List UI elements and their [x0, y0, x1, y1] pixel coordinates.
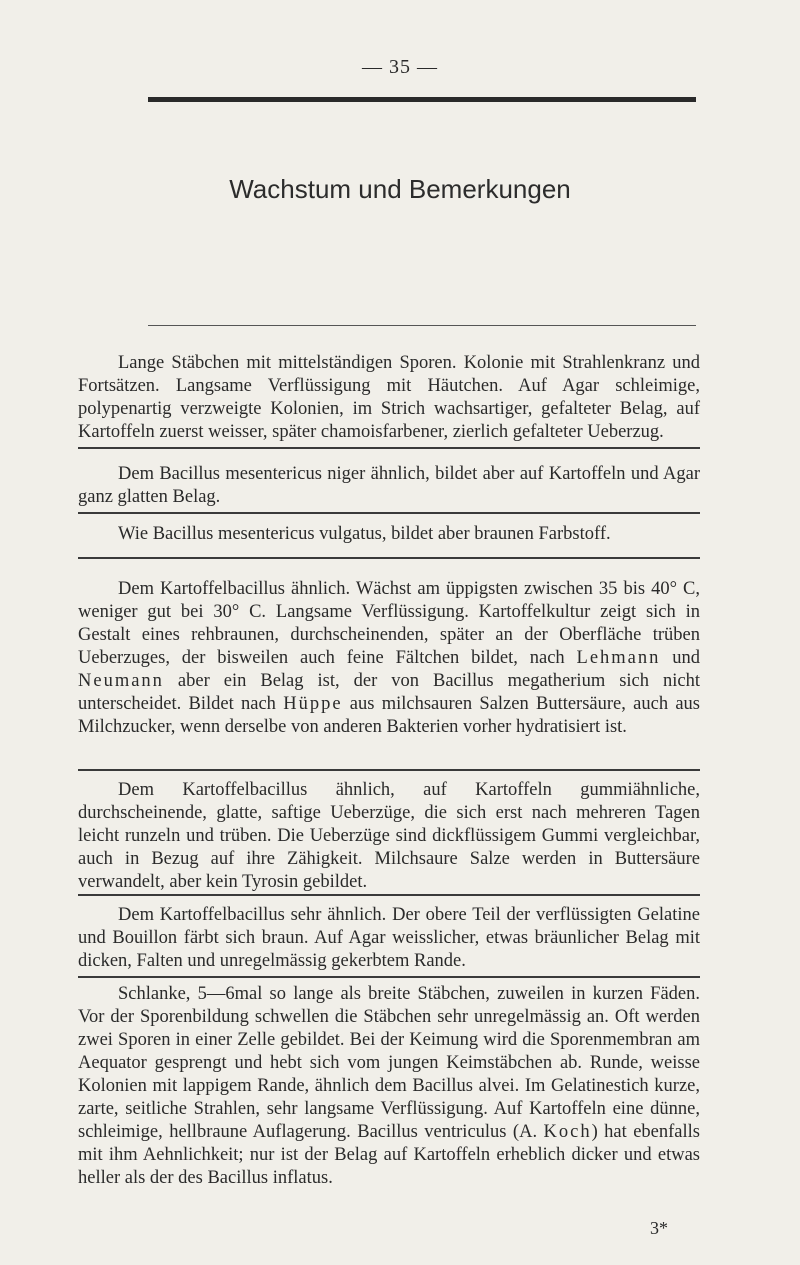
author-name: Lehmann — [576, 648, 661, 668]
entry-divider — [78, 512, 700, 514]
entry-4-text: Dem Kartoffelbacillus ähnlich. Wächst am üppigsten zwischen 35 bis 40° C, weniger gut bei 30° C. Langsame Verflüssigung. Kartoffelkultur zeigt sich in Gestalt eines rehbraunen, durchscheinenden, später an der Oberfläche trüben Ueberzuges, der bisweilen auch feine Fältchen bildet, nach — [78, 579, 700, 668]
entry-divider — [78, 976, 700, 978]
entry-2: Dem Bacillus mesentericus niger ähnlich, bildet aber auf Kartoffeln und Agar ganz glatten Belag. — [78, 464, 700, 507]
heading-rule — [148, 325, 696, 326]
entry-1: Lange Stäbchen mit mittelständigen Sporen. Kolonie mit Strahlenkranz und Fortsätzen. Langsame Verflüssigung mit Häutchen. Auf Agar schleimige, polypenartig verzweigte Kolonien, im Strich wachsartiger, gefalteter Belag, auf Kartoffeln zuerst weisser, später chamoisfarbener, zierlich gefalteter Ueberzug. — [78, 353, 700, 442]
entry-7 — [78, 983, 700, 1190]
entry-7-text: ) hat ebenfalls mit ihm Aehnlichkeit; nur ist der Belag auf Kartoffeln erheblich dicker und etwas heller als der des Bacillus inflatus. — [78, 1122, 700, 1188]
entry-divider — [78, 894, 700, 896]
author-name: Koch — [543, 1122, 592, 1142]
entry-divider — [78, 769, 700, 771]
entry-divider — [78, 557, 700, 559]
entry-4-text: und — [660, 648, 701, 668]
page-number: — 35 — — [362, 56, 438, 78]
entry-6: Dem Kartoffelbacillus sehr ähnlich. Der obere Teil der verflüssigten Gelatine und Bouillon färbt sich braun. Auf Agar weisslicher, etwas bräunlicher Belag mit dicken, Falten und unregelmässig gekerbtem Rande. — [78, 905, 700, 971]
entry-4 — [78, 578, 700, 739]
entry-4-text: aus milchsauren Salzen Buttersäure, auch aus Milchzucker, wenn derselbe von anderen Bakterien vorher hydratisiert ist. — [78, 694, 700, 737]
section-heading: Wachstum und Bemerkungen — [229, 174, 571, 204]
top-rule — [148, 97, 696, 102]
entry-4-text: aber ein Belag ist, der von Bacillus megatherium sich nicht unterscheidet. Bildet nach — [78, 671, 700, 714]
author-name: Neumann — [78, 671, 164, 691]
entry-5: Dem Kartoffelbacillus ähnlich, auf Kartoffeln gummiähnliche, durchscheinende, glatte, saftige Ueberzüge, die sich erst nach mehreren Tagen leicht runzeln und trüben. Die Ueberzüge sind dickflüssigem Gummi vergleichbar, auch in Bezug auf ihre Zähigkeit. Milchsaure Salze werden in Buttersäure verwandelt, aber kein Tyrosin gebildet. — [78, 780, 700, 892]
signature-mark: 3* — [650, 1218, 668, 1238]
entry-7-text: Schlanke, 5—6mal so lange als breite Stäbchen, zuweilen in kurzen Fäden. Vor der Sporenbildung schwellen die Stäbchen sehr unregelmässig an. Oft werden zwei Sporen in einer Zelle gebildet. Bei der Keimung wird die Sporenmembran am Aequator gesprengt und hebt sich vom jungen Keimstäbchen ab. Runde, weisse Kolonien mit lappigem Rande, ähnlich dem Bacillus alvei. Im Gelatinestich kurze, zarte, seitliche Strahlen, sehr langsame Verflüssigung. Auf Kartoffeln eine dünne, schleimige, hellbraune Auflagerung. Bacillus ventriculus (A. — [78, 984, 700, 1142]
entry-3: Wie Bacillus mesentericus vulgatus, bildet aber braunen Farbstoff. — [118, 524, 611, 544]
entry-divider — [78, 447, 700, 449]
author-name: Hüppe — [283, 694, 343, 714]
